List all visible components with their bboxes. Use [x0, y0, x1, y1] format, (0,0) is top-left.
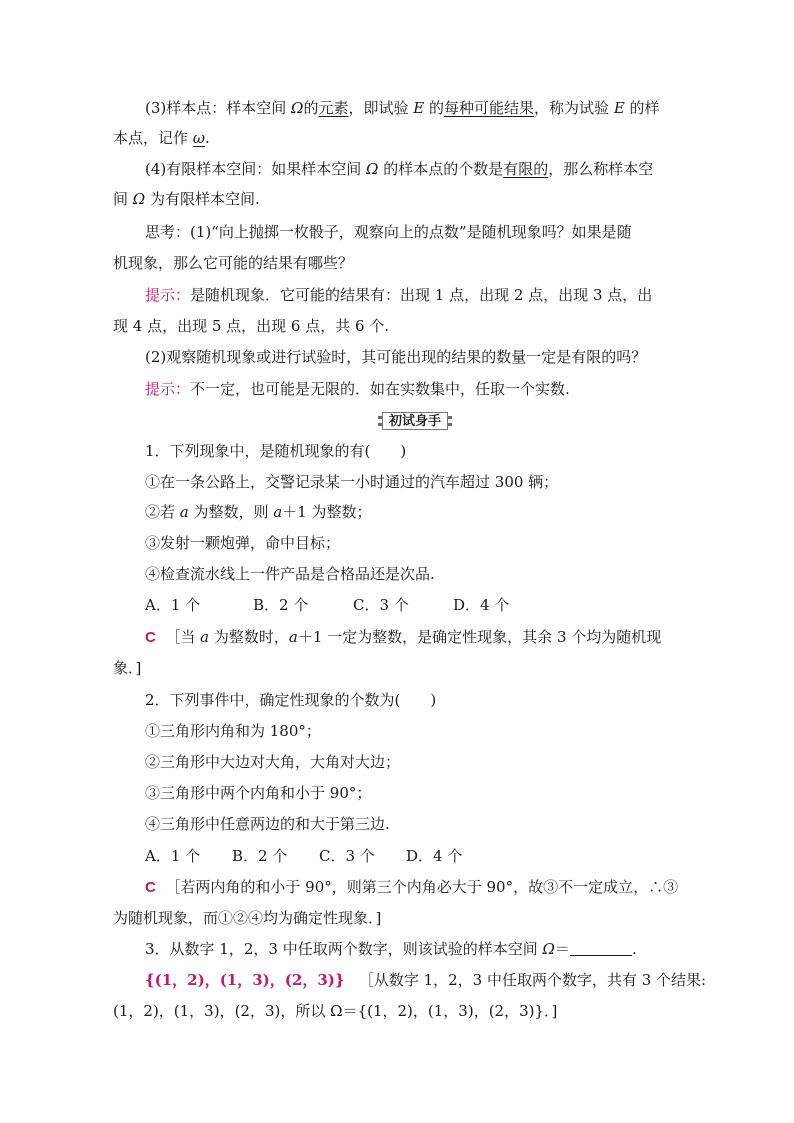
text: 的: [424, 99, 445, 117]
E-symbol: E: [413, 99, 425, 117]
p2-item-3: ③三角形中两个内角和小于 90°；: [145, 784, 372, 802]
option-d: D．4 个: [453, 596, 510, 614]
banner-label: 初试身手: [382, 412, 448, 430]
option-c: C．3 个: [353, 596, 409, 614]
hint2: [145, 378, 570, 400]
p1-expl-line2: 象．]: [113, 659, 142, 677]
underlined-term: 每种可能结果: [444, 99, 535, 117]
p1-item-1: ①在一条公路上，交警记录某一小时通过的汽车超过 300 辆；: [145, 473, 559, 491]
option-c: C．3 个: [319, 847, 375, 865]
def3-line2: [113, 127, 210, 149]
p1-stem: 1．下列现象中，是随机现象的有( ): [145, 442, 407, 460]
think-q2: (2)观察随机现象或进行试验时，其可能出现的结果的数量一定是有限的吗？: [145, 348, 647, 366]
text: 本点，记作: [113, 129, 193, 147]
def4-line2: [113, 188, 260, 210]
p1-item-4: ④检查流水线上一件产品是合格品还是次品.: [145, 565, 435, 583]
option-d: D．4 个: [406, 847, 463, 865]
hint-text: 是随机现象．它可能的结果有：出现 1 点，出现 2 点，出现 3 点，出: [190, 286, 653, 304]
omega-symbol: Ω: [366, 160, 379, 178]
p3-expl-line2: (1，2)，(1，3)，(2，3)，所以 Ω＝{(1，2)，(1，3)，(2，3)}．]: [113, 1002, 558, 1020]
option-a: A．1 个: [145, 596, 201, 614]
p1-options: [145, 594, 509, 616]
text: ＋1 一定为整数，是确定性现象，其余 3 个均为随机现: [297, 628, 662, 646]
p2-expl-line1: [145, 876, 678, 899]
text: (4)有限样本空间：如果样本空间: [145, 160, 367, 178]
text: 为整数，则: [188, 503, 274, 521]
text: 的: [303, 99, 319, 117]
p1-expl-line1: [145, 626, 661, 649]
answer-letter: C: [145, 879, 156, 896]
def3-line1: [145, 97, 660, 119]
text: ＋1 为整数；: [282, 503, 372, 521]
text: .: [631, 940, 637, 958]
omega-lower-symbol: ω: [192, 129, 206, 147]
option-a: A．1 个: [145, 847, 201, 865]
var-a: a: [273, 503, 283, 521]
hint-label: 提示：: [145, 380, 191, 398]
text: 为有限样本空间.: [145, 190, 260, 208]
answer-blank: [570, 940, 632, 956]
omega-symbol: Ω: [132, 190, 146, 208]
text: ［若两内角的和小于 90°，则第三个内角必大于 90°，故③不一定成立，∴③: [165, 878, 679, 896]
p2-options: [145, 845, 462, 867]
text: (3)样本点：样本空间: [145, 99, 292, 117]
hint1-line2: 现 4 点，出现 5 点，出现 6 点，共 6 个.: [113, 317, 390, 335]
text: ，那么称样本空: [548, 160, 654, 178]
p1-item-3: ③发射一颗炮弹，命中目标；: [145, 534, 341, 552]
p3-stem: [145, 938, 637, 960]
hint-label: 提示：: [145, 286, 191, 304]
text: ，即试验: [348, 99, 414, 117]
text: ＝: [554, 940, 570, 958]
text: 的样本点的个数是: [378, 160, 504, 178]
think-q1-line2: 机现象，那么它可能的结果有哪些？: [113, 254, 354, 272]
option-b: B．2 个: [232, 847, 288, 865]
var-a: a: [288, 628, 298, 646]
underlined-term: 元素: [318, 99, 349, 117]
hint-text: 不一定，也可能是无限的．如在实数集中，任取一个实数.: [190, 380, 570, 398]
think-q1-line1: 思考：(1)“向上抛掷一枚骰子，观察向上的点数”是随机现象吗？如果是随: [145, 223, 632, 241]
text: 为整数时，: [209, 628, 289, 646]
p2-item-2: ②三角形中大边对大角，大角对大边；: [145, 753, 401, 771]
option-b: B．2 个: [253, 596, 309, 614]
var-a: a: [200, 628, 210, 646]
text: 间: [113, 190, 133, 208]
text: ［当: [165, 628, 201, 646]
underlined-term: 有限的: [503, 160, 549, 178]
p2-expl-line2: 为随机现象，而①②④均为确定性现象．]: [113, 909, 382, 927]
text: 的样: [624, 99, 660, 117]
text: ②若: [145, 503, 180, 521]
p2-item-4: ④三角形中任意两边的和大于第三边.: [145, 815, 390, 833]
hint1-line1: [145, 284, 652, 306]
text: ［从数字 1，2，3 中任取两个数字，共有 3 个结果:: [358, 971, 707, 989]
answer-set: {(1，2)，(1，3)，(2，3)}: [145, 971, 345, 989]
text: .: [205, 129, 210, 147]
def4-line1: [145, 158, 653, 180]
answer-letter: C: [145, 629, 156, 646]
section-banner: [378, 410, 452, 432]
text: 3．从数字 1，2，3 中任取两个数字，则该试验的样本空间: [145, 940, 543, 958]
p2-item-1: ①三角形内角和为 180°；: [145, 722, 321, 740]
var-a: a: [179, 503, 189, 521]
E-symbol: E: [613, 99, 625, 117]
omega-symbol: Ω: [542, 940, 555, 958]
text: ，称为试验: [534, 99, 614, 117]
p1-item-2: [145, 501, 372, 523]
omega-symbol: Ω: [291, 99, 304, 117]
p3-expl-line1: [145, 969, 706, 991]
p2-stem: 2．下列事件中，确定性现象的个数为( ): [145, 691, 437, 709]
